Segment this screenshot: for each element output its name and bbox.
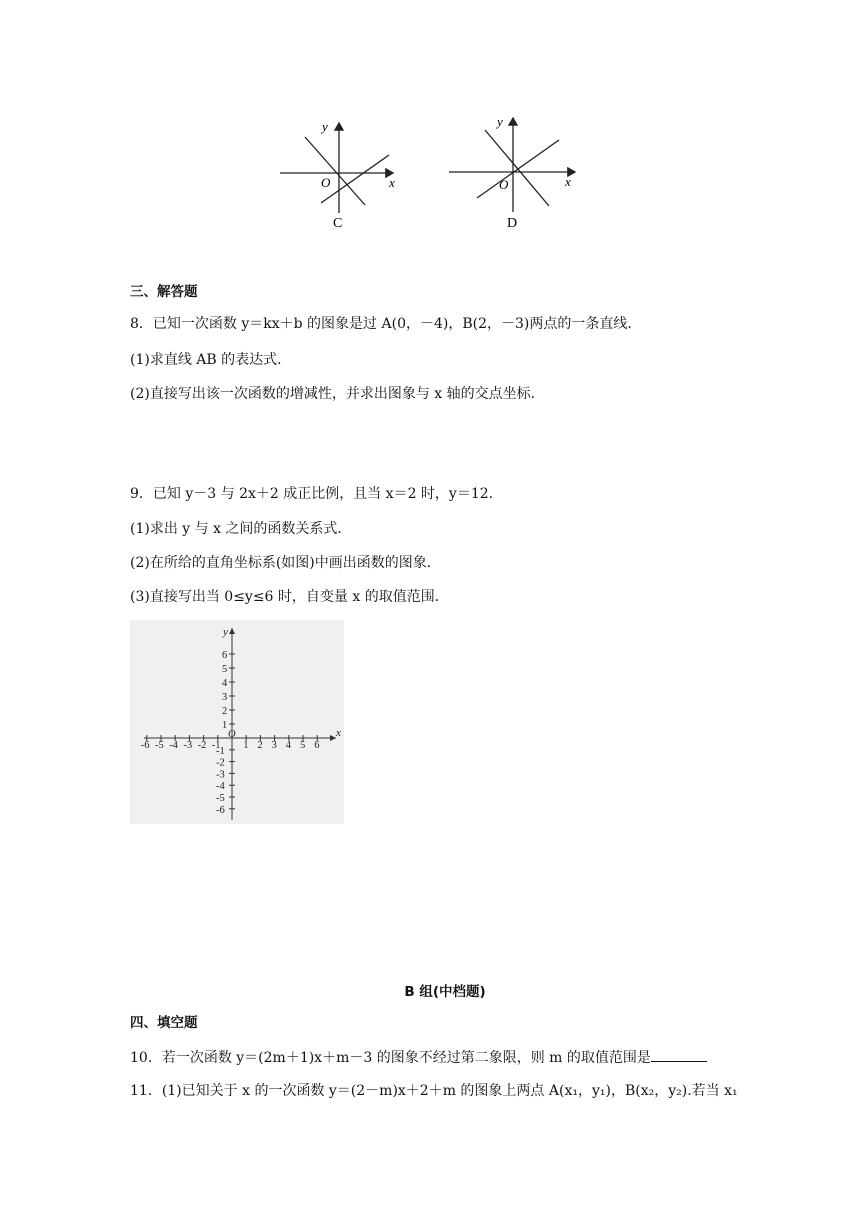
y-tick-label: -5 bbox=[216, 793, 225, 804]
section-3-heading: 三、解答题 bbox=[130, 284, 198, 300]
origin-label: O bbox=[228, 729, 236, 740]
line-falling bbox=[305, 137, 365, 205]
x-tick-label: 6 bbox=[314, 740, 320, 751]
y-tick-label: -1 bbox=[216, 745, 225, 757]
x-axis-label: x bbox=[336, 727, 341, 739]
y-tick-label: -4 bbox=[216, 781, 225, 793]
y-axis-label: y bbox=[223, 626, 228, 638]
q8-part-2: (2)直接写出该一次函数的增减性，并求出图象与 x 轴的交点坐标． bbox=[130, 386, 545, 402]
y-axis-label: y bbox=[497, 114, 503, 129]
y-tick-label: 2 bbox=[222, 706, 228, 717]
x-tick-label: -4 bbox=[169, 740, 178, 751]
q10-answer-blank[interactable] bbox=[651, 1047, 707, 1062]
figure-d bbox=[445, 112, 585, 234]
caption-c: C bbox=[333, 216, 343, 231]
q10-stem: 10．若一次函数 y＝(2m＋1)x＋m－3 的图象不经过第二象限，则 m 的取值范围是 bbox=[130, 1050, 651, 1066]
y-tick-label: 4 bbox=[222, 678, 228, 689]
y-tick-label: -3 bbox=[216, 769, 225, 781]
section-4-heading: 四、填空题 bbox=[130, 1015, 198, 1031]
x-tick-label: -5 bbox=[155, 740, 164, 751]
coordinate-grid-figure bbox=[130, 620, 344, 824]
line-rising bbox=[477, 140, 559, 198]
x-tick-label: 5 bbox=[300, 740, 306, 751]
y-tick-label: 3 bbox=[222, 692, 228, 703]
y-tick-label: 5 bbox=[222, 664, 228, 675]
q11-text: 11．(1)已知关于 x 的一次函数 y＝(2－m)x＋2＋m 的图象上两点 A(x₁，y₁)，B(x₂，y₂).若当 x₁ bbox=[130, 1083, 738, 1099]
x-tick-label: -2 bbox=[197, 740, 207, 751]
q10-text bbox=[130, 1047, 707, 1068]
q9-part-3: (3)直接写出当 0≤y≤6 时，自变量 x 的取值范围． bbox=[130, 589, 449, 605]
origin-label: O bbox=[499, 177, 509, 192]
line-falling bbox=[485, 130, 549, 206]
line-rising bbox=[321, 155, 389, 203]
x-tick-label: 4 bbox=[285, 740, 292, 751]
group-b-title: B 组(中档题) bbox=[404, 984, 486, 1000]
figure-c bbox=[275, 115, 405, 235]
x-tick-label: 2 bbox=[257, 740, 263, 751]
y-tick-label: 1 bbox=[222, 720, 228, 731]
x-tick-label: 1 bbox=[243, 740, 249, 751]
y-tick-label: -2 bbox=[216, 757, 225, 769]
q8-part-1: (1)求直线 AB 的表达式． bbox=[130, 352, 292, 368]
q9-part-2: (2)在所给的直角坐标系(如图)中画出函数的图象． bbox=[130, 555, 441, 571]
caption-d: D bbox=[507, 216, 518, 231]
x-tick-label: -3 bbox=[183, 740, 193, 751]
y-tick-label: 6 bbox=[222, 650, 228, 661]
x-axis-label: x bbox=[565, 174, 571, 189]
q9-stem: 9．已知 y－3 与 2x＋2 成正比例，且当 x＝2 时，y＝12. bbox=[130, 486, 494, 502]
y-tick-label: -6 bbox=[216, 804, 225, 816]
x-tick-label: -6 bbox=[140, 740, 150, 751]
x-axis-label: x bbox=[389, 175, 395, 190]
q9-part-1: (1)求出 y 与 x 之间的函数关系式． bbox=[130, 521, 352, 537]
y-axis-label: y bbox=[322, 119, 328, 134]
x-tick-label: -1 bbox=[211, 740, 221, 751]
origin-label: O bbox=[321, 175, 331, 190]
figure-background bbox=[130, 620, 344, 824]
x-tick-label: 3 bbox=[271, 740, 277, 751]
q8-stem: 8．已知一次函数 y＝kx＋b 的图象是过 A(0，－4)，B(2，－3)两点的一条直线． bbox=[130, 316, 642, 332]
